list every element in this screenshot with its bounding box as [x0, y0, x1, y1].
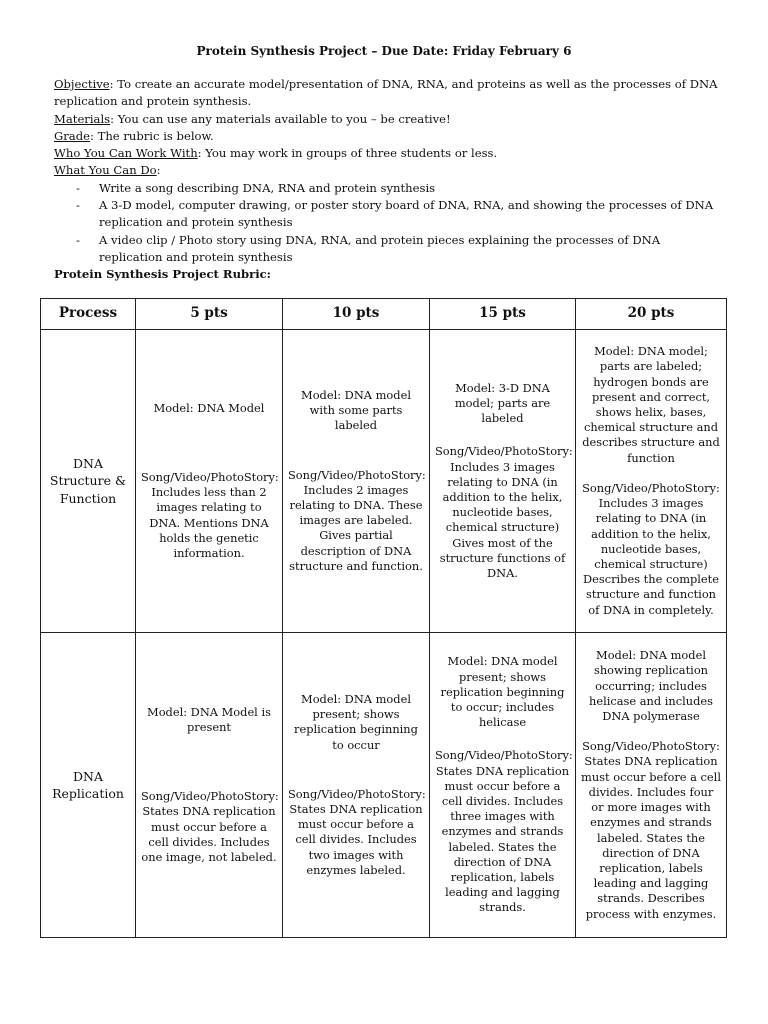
table-header-row [41, 299, 727, 330]
model-criteria: Model: DNA Model is present [147, 704, 271, 734]
process-cell: DNA Replication [41, 633, 136, 938]
dash-bullet: - [76, 232, 80, 247]
materials-line [54, 111, 724, 128]
list-item-text: A 3-D model, computer drawing, or poster story board of DNA, RNA, and showing the processes of DNA replication and protein synthesis [99, 198, 714, 230]
options-list [54, 180, 724, 266]
model-criteria: Model: DNA model with some parts labeled [301, 387, 411, 433]
model-criteria: Model: DNA model present; shows replication beginning to occur [294, 691, 418, 752]
rubric-cell [136, 633, 283, 938]
song-criteria: Song/Video/PhotoStory: States DNA replication must occur before a cell divides. Includes two images with enzymes labeled. [288, 786, 426, 877]
rubric-cell [576, 330, 727, 633]
rubric-table [40, 298, 727, 938]
song-criteria: Song/Video/PhotoStory: States DNA replication must occur before a cell divides. Includes three images with enzymes and strands labeled. States the direction of DNA replication, labels leading and lagging strands. [435, 748, 573, 915]
song-criteria: Song/Video/PhotoStory: States DNA replication must occur before a cell divides. Includes four or more images with enzymes and strands labeled. States the direction of DNA replication, labels leading and lagging strands. Describes process with enzymes. [581, 739, 721, 921]
materials-label: Materials [54, 111, 111, 126]
grade-text: : The rubric is below. [90, 128, 214, 143]
column-header: 10 pts [283, 299, 430, 330]
list-item [54, 197, 724, 232]
model-criteria: Model: DNA Model [153, 400, 265, 415]
objective-text: : To create an accurate model/presentation of DNA, RNA, and proteins as well as the processes of DNA replication and protein synthesis. [54, 77, 718, 109]
can-do-line [54, 162, 724, 179]
table-row [41, 330, 727, 633]
grade-label: Grade [54, 128, 90, 143]
rubric-cell [283, 330, 430, 633]
song-criteria: Song/Video/PhotoStory: States DNA replication must occur before a cell divides. Includes one image, not labeled. [141, 789, 279, 864]
can-do-label: What You Can Do [54, 163, 157, 178]
column-header: 20 pts [576, 299, 727, 330]
song-criteria: Song/Video/PhotoStory: Includes 3 images relating to DNA (in addition to the helix, nucleotide bases, chemical structure) Gives most of the structure functions of DNA. [435, 444, 573, 581]
rubric-cell [136, 330, 283, 633]
dash-bullet: - [76, 198, 80, 213]
song-criteria: Song/Video/PhotoStory: Includes 2 images relating to DNA. These images are labeled. Gives partial description of DNA structure and function. [288, 467, 426, 573]
work-with-line [54, 145, 724, 162]
dash-bullet: - [76, 180, 80, 195]
work-with-label: Who You Can Work With [54, 146, 198, 161]
column-header: 5 pts [136, 299, 283, 330]
process-cell: DNA Structure & Function [41, 330, 136, 633]
list-item-text: A video clip / Photo story using DNA, RNA, and protein pieces explaining the processes of DNA replication and protein synthesis [99, 232, 661, 264]
rubric-cell [283, 633, 430, 938]
rubric-cell [430, 330, 576, 633]
list-item [54, 232, 724, 267]
column-header: 15 pts [430, 299, 576, 330]
grade-line [54, 128, 724, 145]
list-item-text: Write a song describing DNA, RNA and protein synthesis [99, 180, 436, 195]
model-criteria: Model: DNA model showing replication occurring; includes helicase and includes DNA polymerase [589, 648, 713, 724]
song-criteria: Song/Video/PhotoStory: Includes 3 images relating to DNA (in addition to the helix, nucleotide bases, chemical structure) Describes the complete structure and function of DNA in completely. [582, 480, 720, 617]
objective-label: Objective [54, 77, 110, 91]
table-row [41, 633, 727, 938]
rubric-cell [430, 633, 576, 938]
list-item [54, 180, 724, 197]
can-do-text: : [156, 163, 161, 178]
document-title: Protein Synthesis Project – Due Date: Friday February 6 [196, 44, 572, 58]
work-with-text: : You may work in groups of three students or less. [197, 146, 498, 161]
model-criteria: Model: 3-D DNA model; parts are labeled [454, 380, 551, 426]
rubric-title: Protein Synthesis Project Rubric: [54, 267, 271, 282]
materials-text: : You can use any materials available to you – be creative! [110, 111, 451, 126]
rubric-cell [576, 633, 727, 938]
model-criteria: Model: DNA model; parts are labeled; hydrogen bonds are present and correct, shows helix, bases, chemical structure and describes structure and function [582, 344, 720, 465]
model-criteria: Model: DNA model present; shows replication beginning to occur; includes helicase [440, 654, 565, 730]
project-intro [54, 76, 724, 284]
column-header: Process [41, 299, 136, 330]
objective-line [54, 76, 724, 111]
song-criteria: Song/Video/PhotoStory: Includes less than 2 images relating to DNA. Mentions DNA holds the genetic information. [141, 469, 279, 560]
